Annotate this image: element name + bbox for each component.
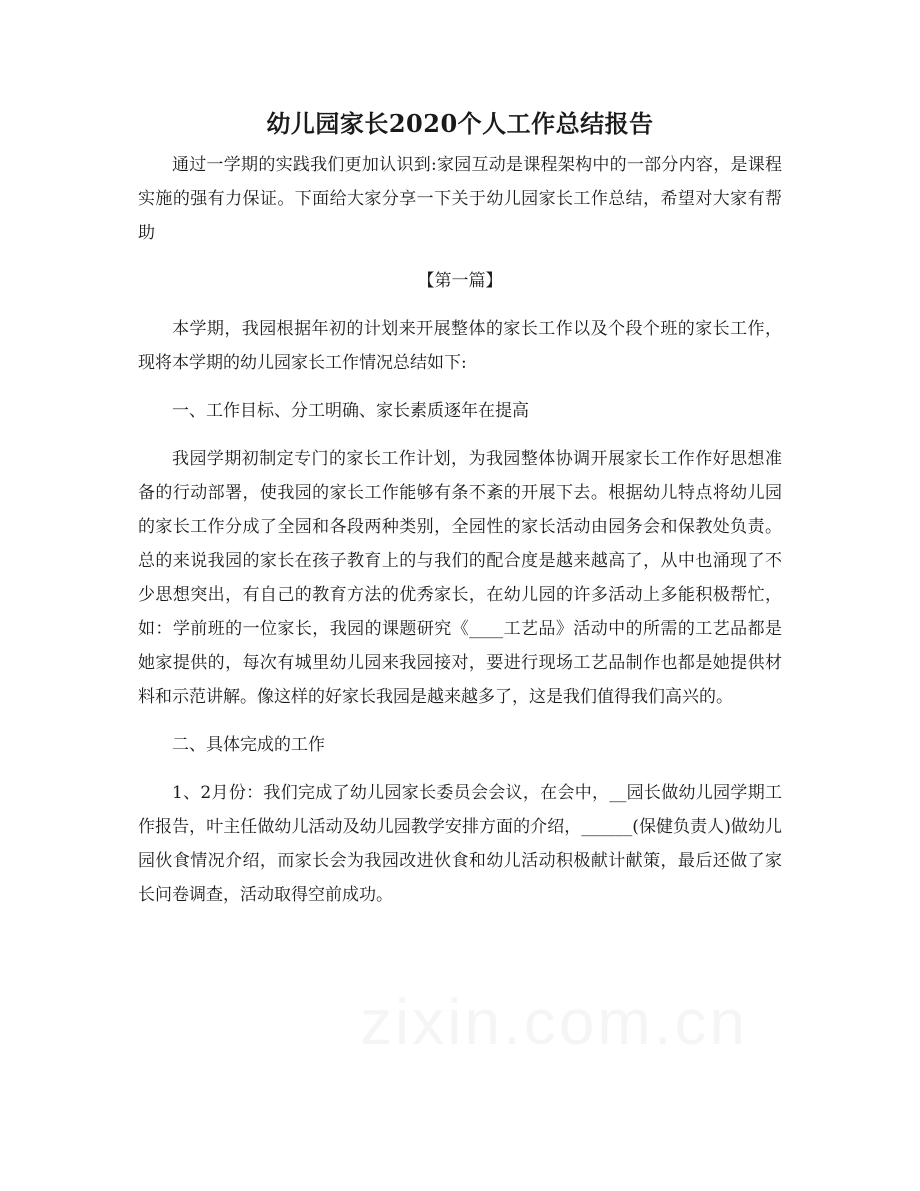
watermark (360, 985, 748, 1059)
paragraph-1: 本学期，我园根据年初的计划来开展整体的家长工作以及个段个班的家长工作，现将本学期的幼儿园家长工作情况总结如下: (138, 319, 782, 373)
spacer (138, 762, 782, 776)
intro-paragraph: 通过一学期的实践我们更加认识到:家园互动是课程架构中的一部分内容，是课程实施的强有力保证。下面给大家分享一下关于幼儿园家长工作总结，希望对大家有帮助 (138, 155, 782, 243)
document-page (138, 104, 782, 912)
heading-1: 一、工作目标、分工明确、家长素质逐年在提高 (172, 401, 529, 421)
spacer (138, 714, 782, 728)
spacer (138, 428, 782, 442)
spacer (138, 250, 782, 264)
spacer (138, 380, 782, 394)
document-title: 幼儿园家长2020个人工作总结报告 (266, 109, 654, 138)
paragraph-2: 我园学期初制定专门的家长工作计划，为我园整体协调开展家长工作作好思想准备的行动部署，使我园的家长工作能够有条不紊的开展下去。根据幼儿特点将幼儿园的家长工作分成了全园和各段两种类别，全园性的家长活动由园务会和保教处负责。总的来说我园的家长在孩子教育上的与我们的配合度是越来越高了，从中也涌现了不少思想突出，有自己的教育方法的优秀家长，在幼儿园的许多活动上多能积极帮忙，如：学前班的一位家长，我园的课题研究《____工艺品》活动中的所需的工艺品都是她家提供的，每次有城里幼儿园来我园接对，要进行现场工艺品制作也都是她提供材料和示范讲解。像这样的好家长我园是越来越多了，这是我们值得我们高兴的。 (138, 449, 782, 707)
paragraph-3: 1、2月份：我们完成了幼儿园家长委员会会议，在会中，__园长做幼儿园学期工作报告，叶主任做幼儿活动及幼儿园教学安排方面的介绍，______(保健负责人)做幼儿园伙食情况介绍，而家长会为我园改进伙食和幼儿活动积极献计献策，最后还做了家长问卷调查，活动取得空前成功。 (138, 783, 782, 905)
heading-2: 二、具体完成的工作 (172, 735, 325, 755)
spacer (138, 298, 782, 312)
section-marker: 【第一篇】 (417, 271, 503, 291)
